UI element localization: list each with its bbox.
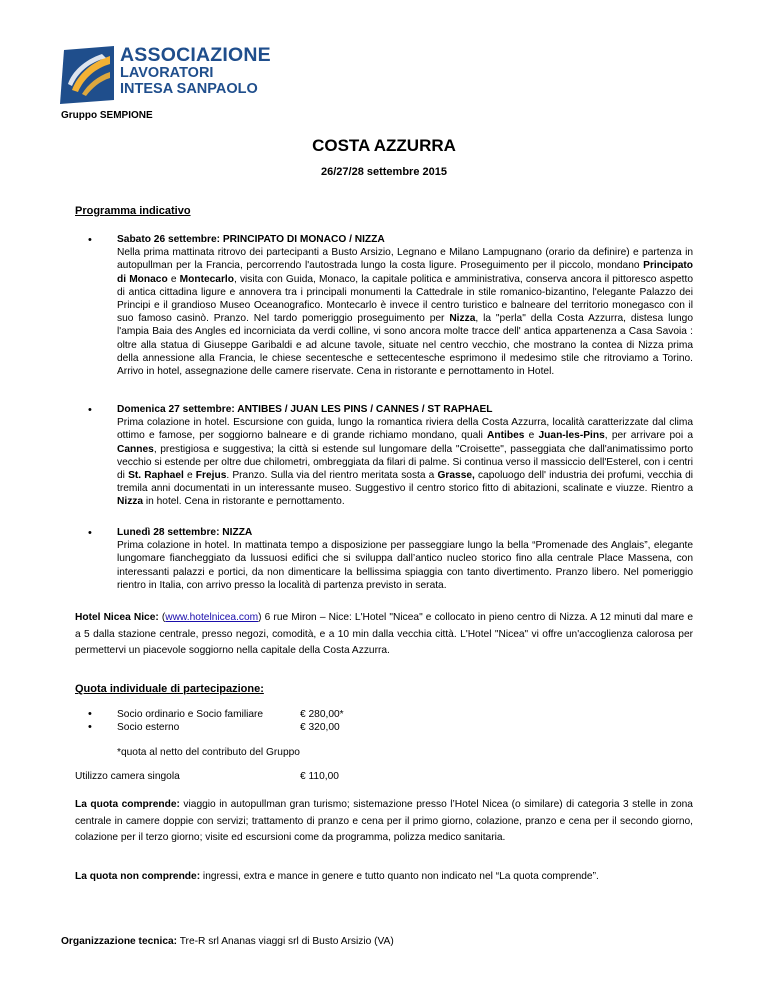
hotel-website-link[interactable]: www.hotelnicea.com bbox=[165, 612, 259, 623]
single-room-price: € 110,00 bbox=[300, 771, 339, 782]
logo-line-2: LAVORATORI bbox=[120, 65, 214, 81]
logo-line-3: INTESA SANPAOLO bbox=[120, 81, 258, 97]
excludes-paragraph: La quota non comprende: ingressi, extra e mance in genere e tutto quanto non indicato nel “La quota comprende”. bbox=[75, 871, 599, 882]
hotel-info: Hotel Nicea Nice: (www.hotelnicea.com) 6 rue Miron – Nice: L'Hotel "Nicea" e collocato in pieno centro di Nizza. A 12 minuti dal mare e a 5 dalla stazione centrale, presso negozi, comodità, e a 10 min dalla vecchia città. L'Hotel "Nicea" vi offre un'accoglienza calorosa per permettervi un piacevole soggiorno nella capitale della Costa Azzurra. bbox=[75, 612, 693, 656]
hotel-label: Hotel Nicea Nice: bbox=[75, 612, 159, 623]
day-1-heading: Sabato 26 settembre: PRINCIPATO DI MONACO / NIZZA bbox=[117, 234, 385, 245]
quota-row-price: € 280,00* bbox=[300, 709, 344, 720]
quota-row-label: Socio esterno bbox=[117, 722, 180, 733]
association-logo-icon bbox=[58, 44, 116, 106]
program-day-2: Domenica 27 settembre: ANTIBES / JUAN LES PINS / CANNES / ST RAPHAEL Prima colazione in hotel. Escursione con guida, lungo la romantica riviera della Costa Azzurra, località caratterizzate dal clima ottimo e famose, per soggiorno balneare e di grande richiamo mondano, quali Antibes e Juan-les-Pins, per arrivare poi a Cannes, prestigiosa e suggestiva; la città si estende sul lungomare della "Croisette", passeggiata che dall'animatissimo porto vecchio si estende per oltre due chilometri, ombreggiata da filari di palme. Si continua verso il massiccio dell'Esterel, con i centri di St. Raphael e Frejus. Pranzo. Sulla via del rientro meritata sosta a Grasse, capoluogo dell' industria dei profumi, vecchia di tremila anni documentati in un interessante museo. Suggestivo il centro storico fitto di abitazioni, scalinate e viuzze. Rientro a Nizza in hotel. Cena in ristorante e pernottamento. bbox=[117, 404, 693, 508]
excludes-label: La quota non comprende: bbox=[75, 871, 201, 882]
trip-dates: 26/27/28 settembre 2015 bbox=[321, 166, 447, 178]
bullet-icon: • bbox=[88, 527, 92, 539]
association-logo bbox=[58, 44, 271, 106]
organizer-label: Organizzazione tecnica: bbox=[61, 936, 178, 947]
page-title: COSTA AZZURRA bbox=[312, 136, 456, 155]
program-day-1: Sabato 26 settembre: PRINCIPATO DI MONACO / NIZZA Nella prima mattinata ritrovo dei partecipanti a Busto Arsizio, Legnano e Milano Lampugnano (orario da definire) e partenza in autopullman per la Francia, percorrendo l'autostrada lungo la costa ligure. Proseguimento per il piccolo, mondano Principato di Monaco e Montecarlo, visita con Guida, Monaco, la capitale politica e amministrativa, conserva ancora il pittoresco aspetto di antica cittadina ligure e annovera tra i principali monumenti la Cattedrale in stile romanico-bizantino, l'elegante Palazzo dei Principi e il grandioso Museo Oceanografico. Montecarlo è invece il centro turistico e balneare del territorio monegasco con il suo famoso casinò. Pranzo. Nel tardo pomeriggio proseguimento per Nizza, la "perla" della Costa Azzurra, distesa lungo l'ampia Baia des Angles ed incorniciata da verdi colline, vi sono ancora molte tracce dell' antica appartenenza a Casa Savoia : oltre alla statua di Giuseppe Garibaldi e ad alcune tavole, situate nel centro vecchio, che mostrano la contea di Nizza prima della annessione alla Francia, le chiese secentesche e settecentesche esprimono il medesimo stile che ritroviamo a Torino. Arrivo in hotel, assegnazione delle camere riservate. Cena in ristorante e pernottamento in Hotel. bbox=[117, 234, 694, 378]
includes-label: La quota comprende: bbox=[75, 799, 180, 810]
quota-note: *quota al netto del contributo del Gruppo bbox=[117, 747, 300, 758]
bullet-icon: • bbox=[88, 404, 92, 416]
organizer-line: Organizzazione tecnica: Tre-R srl Ananas viaggi srl di Busto Arsizio (VA) bbox=[61, 936, 394, 947]
bullet-icon: • bbox=[88, 721, 92, 733]
group-label: Gruppo SEMPIONE bbox=[61, 110, 153, 121]
quota-row-price: € 320,00 bbox=[300, 722, 340, 733]
quota-row-label: Socio ordinario e Socio familiare bbox=[117, 709, 264, 720]
quota-heading: Quota individuale di partecipazione: bbox=[75, 683, 264, 695]
includes-paragraph: La quota comprende: viaggio in autopullman gran turismo; sistemazione presso l’Hotel Nicea (o similare) di categoria 3 stelle in zona centrale in camere doppie con servizi; trattamento di pranzo e cena per il primo giorno, colazione, pranzo e cena per il secondo giorno, colazione per il terzo giorno; visite ed escursioni come da programma, polizza medico sanitaria. bbox=[75, 799, 693, 843]
day-2-heading: Domenica 27 settembre: ANTIBES / JUAN LES PINS / CANNES / ST RAPHAEL bbox=[117, 404, 493, 415]
bullet-icon: • bbox=[88, 708, 92, 720]
day-3-heading: Lunedì 28 settembre: NIZZA bbox=[117, 527, 253, 538]
program-day-3: Lunedì 28 settembre: NIZZA Prima colazione in hotel. In mattinata tempo a disposizione per passeggiare lungo la bella “Promenade des Anglais”, elegante lungomare fiancheggiato da lussuosi edifici che si sviluppa dall’antico nucleo storico fino alla centrale Place Massena, con interessanti palazzi e portici, da non dimenticare la bellissima spiaggia con tanto divertimento. Pranzo libero. Nel pomeriggio rientro in Italia, con arrivo presso la località di partenza previsto in serata. bbox=[117, 527, 693, 591]
bullet-icon: • bbox=[88, 234, 92, 246]
program-heading: Programma indicativo bbox=[75, 205, 191, 217]
single-room-label: Utilizzo camera singola bbox=[75, 771, 180, 782]
logo-line-1: ASSOCIAZIONE bbox=[120, 44, 271, 66]
